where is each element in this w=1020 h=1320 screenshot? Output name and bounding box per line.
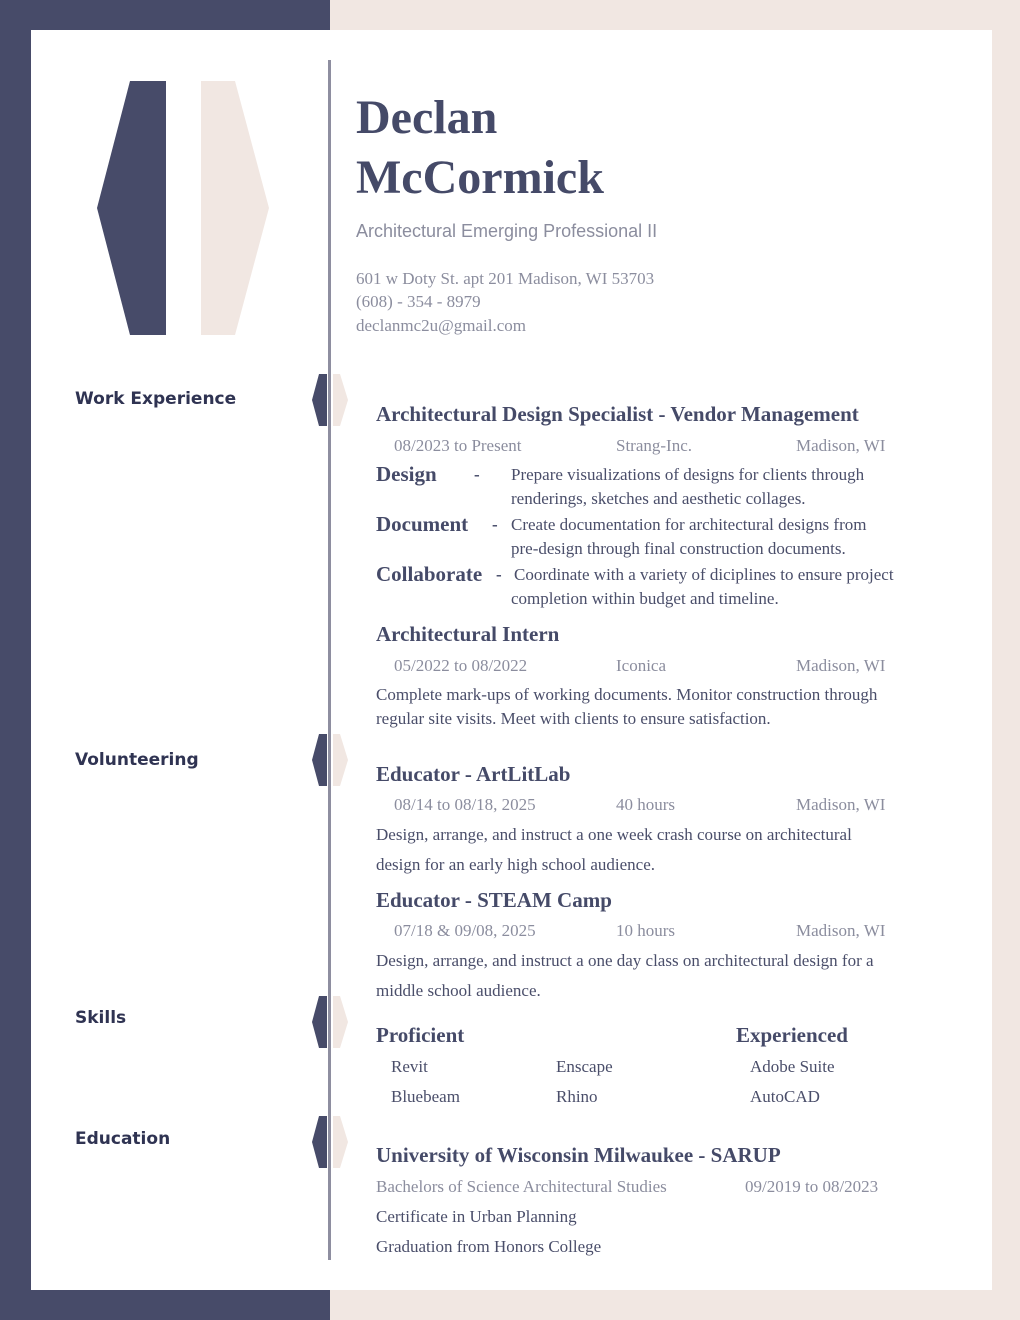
education-extra: Certificate in Urban Planning — [376, 1207, 577, 1226]
duty-line: Create documentation for architectural designs from — [511, 515, 867, 534]
skill-item: Adobe Suite — [750, 1057, 835, 1076]
section-marker-icon — [312, 1116, 348, 1168]
skills-proficient-heading: Proficient — [376, 1023, 465, 1047]
address: 601 w Doty St. apt 201 Madison, WI 53703 — [356, 269, 655, 288]
volunteer-hours: 10 hours — [616, 921, 676, 940]
degree: Bachelors of Science Architectural Studies — [376, 1177, 667, 1196]
skill-item: AutoCAD — [750, 1087, 820, 1106]
job-dates: 05/2022 to 08/2022 — [394, 656, 528, 675]
skill-item: Bluebeam — [391, 1087, 460, 1106]
duty-line: pre-design through final construction documents. — [511, 539, 846, 558]
section-label-skills: Skills — [75, 1008, 127, 1028]
volunteer-description-line: design for an early high school audience. — [376, 855, 655, 874]
skill-item: Revit — [391, 1057, 428, 1076]
volunteer-title: Educator - ArtLitLab — [376, 762, 571, 786]
duty-line: Coordinate with a variety of diciplines to ensure project — [514, 565, 894, 584]
duty-keyword: Collaborate — [376, 562, 483, 586]
duty-keyword: Design — [376, 462, 437, 486]
job-location: Madison, WI — [796, 436, 886, 455]
job-description-line: Complete mark-ups of working documents. Monitor construction through — [376, 685, 878, 704]
job-org: Iconica — [616, 656, 667, 675]
duty-line: completion within budget and timeline. — [511, 589, 779, 608]
first-name: Declan — [356, 91, 498, 144]
last-name: McCormick — [356, 151, 604, 204]
phone: (608) - 354 - 8979 — [356, 292, 481, 311]
candidate-name — [356, 88, 604, 208]
duty-dash: - — [496, 565, 502, 584]
job-role: Architectural Emerging Professional II — [356, 221, 658, 241]
job-description-line: regular site visits. Meet with clients to ensure satisfaction. — [376, 709, 771, 728]
duty-line: renderings, sketches and aesthetic collages. — [511, 489, 806, 508]
volunteer-dates: 07/18 & 09/08, 2025 — [394, 921, 536, 940]
job-title: Architectural Design Specialist - Vendor Management — [376, 402, 859, 426]
volunteer-location: Madison, WI — [796, 921, 886, 940]
duty-dash: - — [474, 465, 480, 484]
volunteer-description-line: Design, arrange, and instruct a one week crash course on architectural — [376, 825, 852, 844]
job-title: Architectural Intern — [376, 622, 560, 646]
section-marker-icon — [312, 374, 348, 426]
duty-keyword: Document — [376, 512, 469, 536]
job-org: Strang-Inc. — [616, 436, 693, 455]
skill-item: Rhino — [556, 1087, 598, 1106]
volunteer-description-line: middle school audience. — [376, 981, 541, 1000]
volunteer-hours: 40 hours — [616, 795, 676, 814]
duty-dash: - — [492, 515, 498, 534]
volunteer-title: Educator - STEAM Camp — [376, 888, 612, 912]
section-label-education: Education — [75, 1129, 171, 1149]
volunteer-dates: 08/14 to 08/18, 2025 — [394, 795, 536, 814]
volunteer-description-line: Design, arrange, and instruct a one day class on architectural design for a — [376, 951, 874, 970]
job-location: Madison, WI — [796, 656, 886, 675]
education-dates: 09/2019 to 08/2023 — [745, 1177, 879, 1196]
section-label-volunteering: Volunteering — [75, 750, 199, 770]
email: declanmc2u@gmail.com — [356, 316, 527, 335]
skill-item: Enscape — [556, 1057, 613, 1076]
timeline-rule — [328, 60, 331, 1260]
volunteer-location: Madison, WI — [796, 795, 886, 814]
duty-line: Prepare visualizations of designs for clients through — [511, 465, 865, 484]
section-label-work: Work Experience — [75, 389, 237, 409]
school-name: University of Wisconsin Milwaukee - SARUP — [376, 1143, 781, 1167]
job-dates: 08/2023 to Present — [394, 436, 522, 455]
skills-experienced-heading: Experienced — [736, 1023, 848, 1047]
education-extra: Graduation from Honors College — [376, 1237, 602, 1256]
section-marker-icon — [312, 734, 348, 786]
monogram-logo-icon — [97, 81, 269, 335]
section-marker-icon — [312, 996, 348, 1048]
